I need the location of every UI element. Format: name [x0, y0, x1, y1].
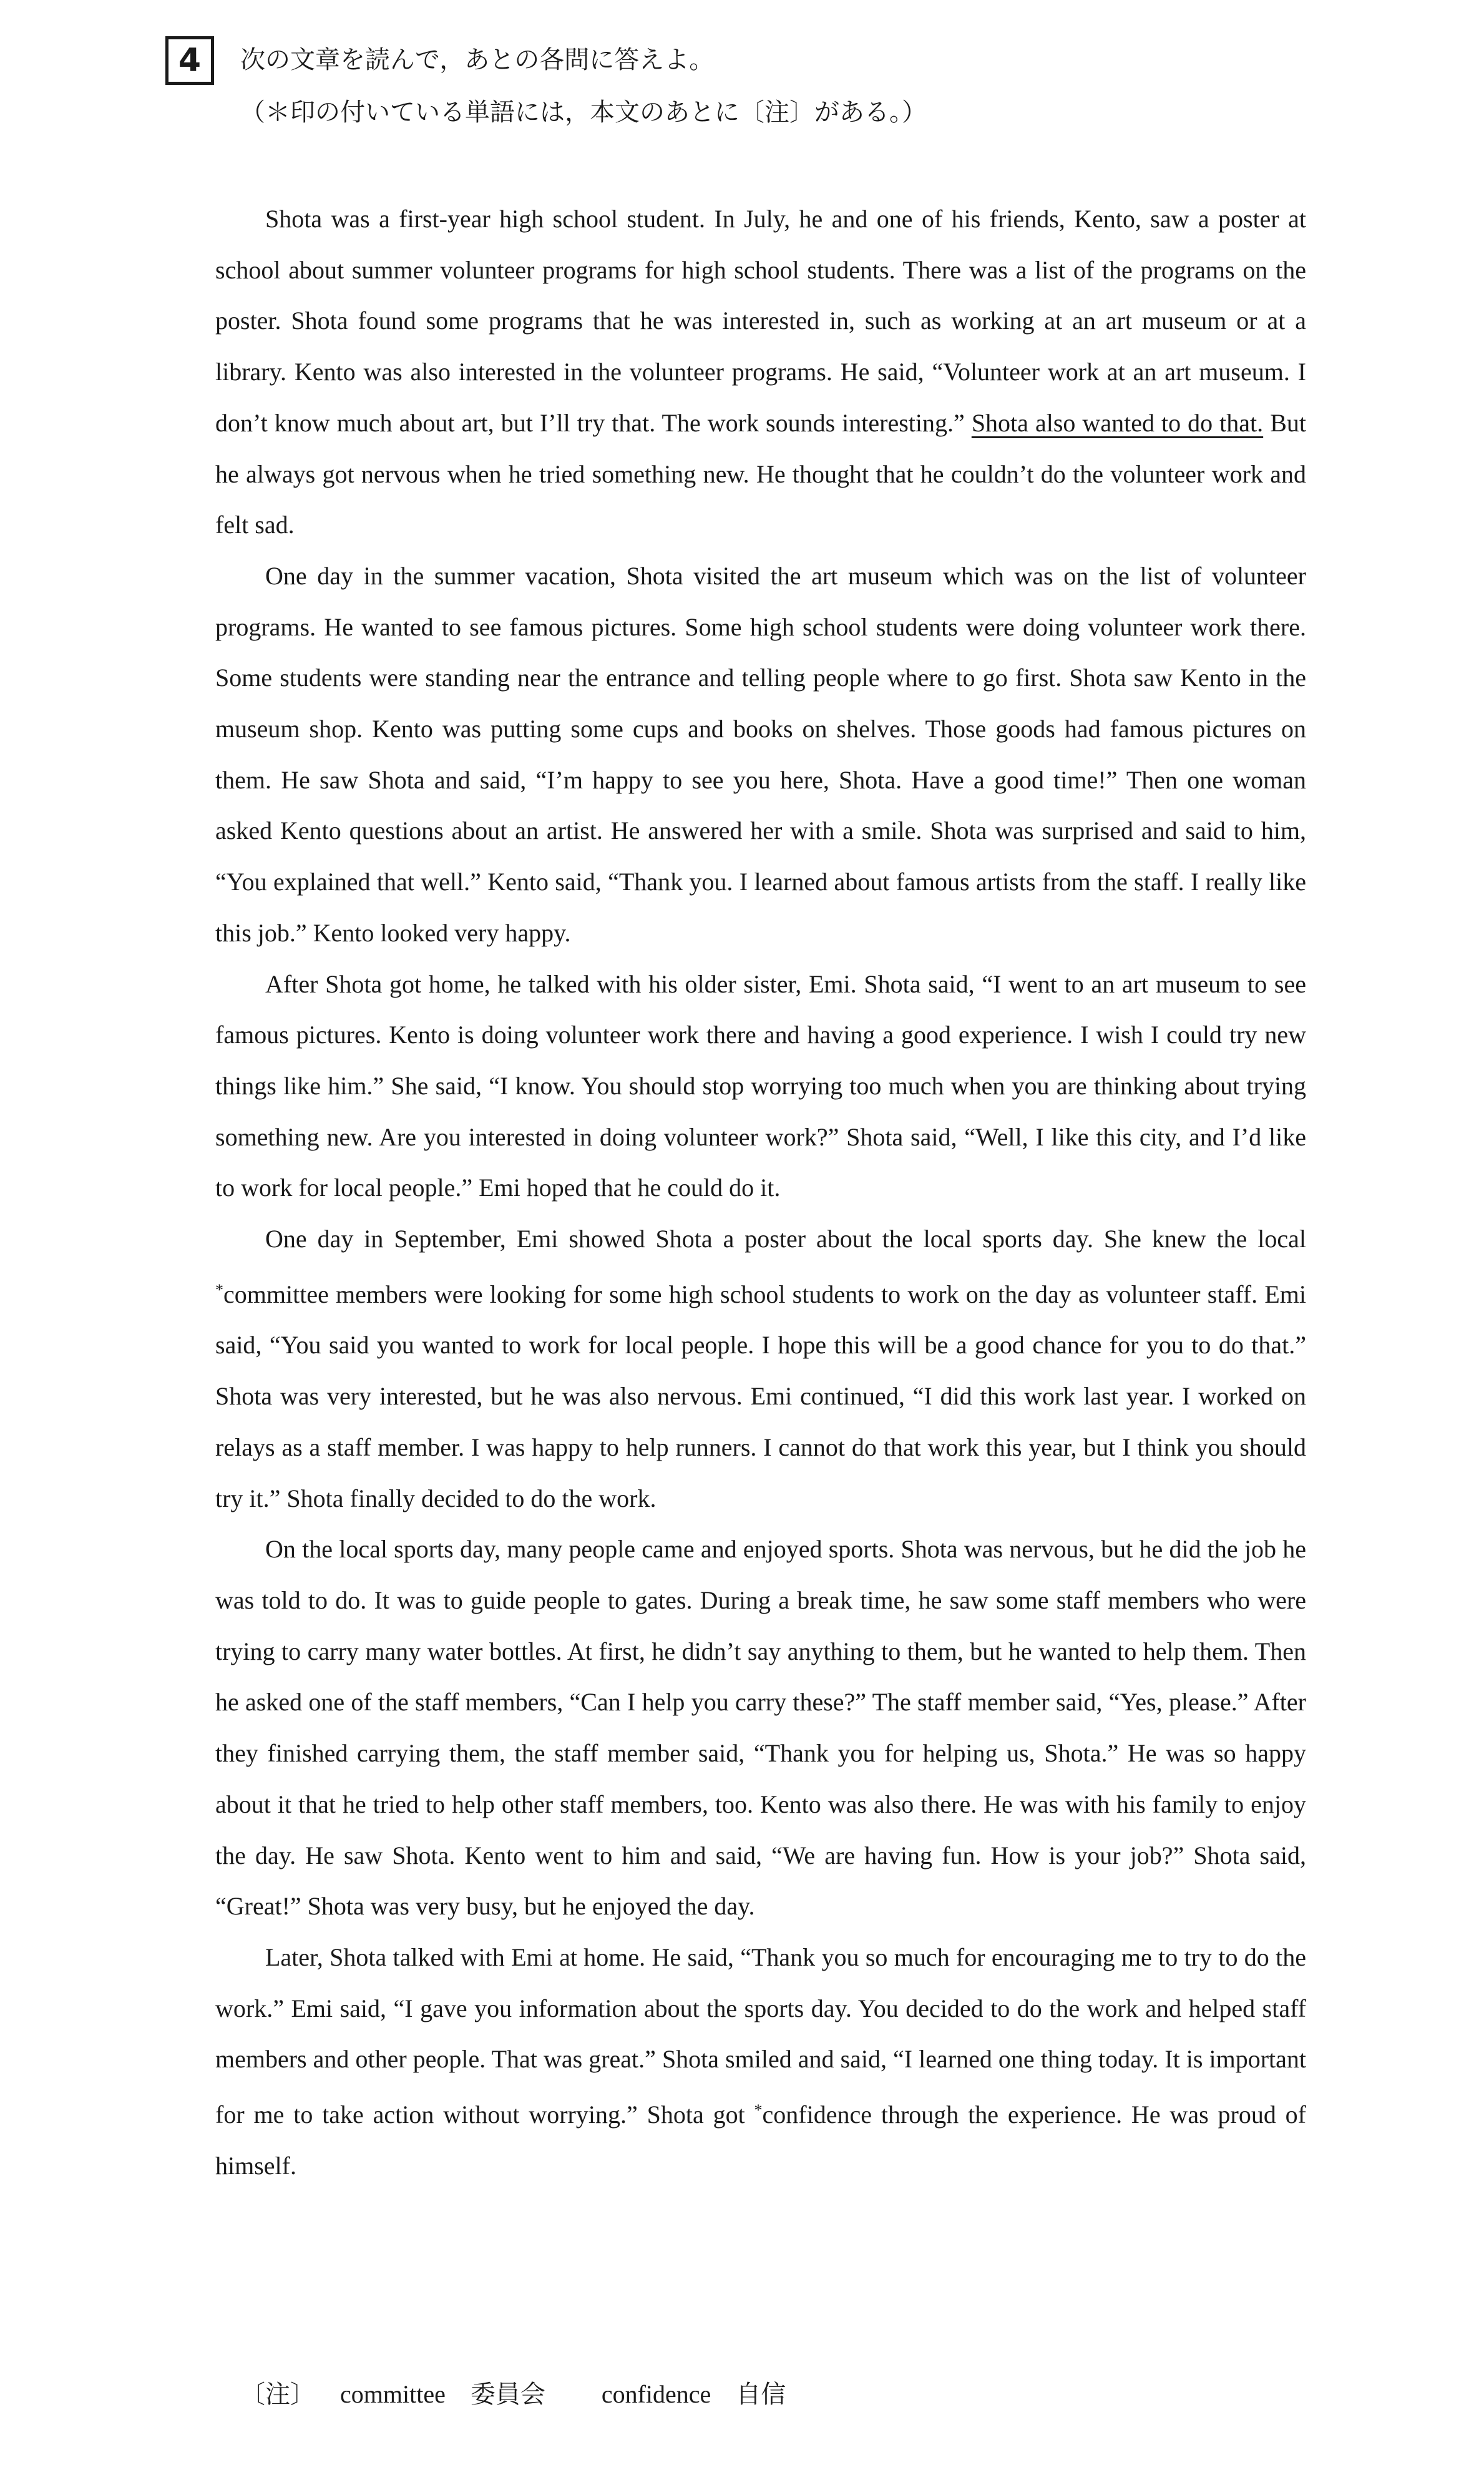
paragraph-4-text-b: committee members were looking for some high school students to work on the day as volunteer staff. Emi said, “You said you wanted to work for local people. I hope this will be a good chance for you to do that.” Shota was very interested, but he was also nervous. Emi continued, “I did this work last year. I worked on relays as a staff member. I was happy to help runners. I cannot do that work this year, but I think you should try it.” Shota finally decided to do the work. [215, 1280, 1306, 1512]
paragraph-6-text-a: Later, Shota talked with Emi at home. He said, “Thank you so much for encouraging me to try to do the work.” Emi said, “I gave you information about the sports day. You decided to do the work and helped staff members and other people. That was great.” Shota smiled and said, “I learned one thing today. It is important for me to take action without worrying.” Shota got [215, 1943, 1306, 2129]
vocabulary-notes [240, 2377, 836, 2412]
paragraph-4-text-a: One day in September, Emi showed Shota a poster about the local sports day. She knew the local [265, 1225, 1306, 1253]
note-gloss: 自信 [736, 2380, 786, 2408]
reading-passage [215, 194, 1306, 2191]
paragraph-1-text-a: Shota was a first-year high school student. In July, he and one of his friends, Kento, saw a poster at school about summer volunteer programs for high school students. There was a list of the programs on the poster. Shota found some programs that he was interested in, such as working at an art museum or at a library. Kento was also interested in the volunteer programs. He said, “Volunteer work at an art museum. I don’t know much about art, but I’ll try that. The work sounds interesting.” [215, 205, 1306, 437]
underlined-sentence: Shota also wanted to do that. [971, 408, 1264, 437]
asterisk-marker: * [754, 2101, 763, 2120]
question-number-box: 4 [165, 36, 214, 85]
note-term: committee [340, 2380, 446, 2408]
paragraph-1-text-b: But he always got nervous when he tried something new. He thought that he couldn’t do the volunteer work and felt sad. [215, 408, 1306, 539]
paragraph-4 [215, 1213, 1306, 1524]
asterisk-marker: * [215, 1280, 223, 1299]
paragraph-2: One day in the summer vacation, Shota visited the art museum which was on the list of volunteer programs. He wanted to see famous pictures. Some high school students were doing volunteer work there. Some students were standing near the entrance and telling people where to go first. Shota saw Kento in the museum shop. Kento was putting some cups and books on shelves. Those goods had famous pictures on them. He saw Shota and said, “I’m happy to see you here, Shota. Have a good time!” Then one woman asked Kento questions about an artist. He answered her with a smile. Shota was surprised and said to him, “You explained that well.” Kento said, “Thank you. I learned about famous artists from the staff. I really like this job.” Kento looked very happy. [215, 561, 1306, 947]
note-gloss: 委員会 [470, 2380, 545, 2408]
note-term: confidence [601, 2380, 711, 2408]
paragraph-6 [215, 1932, 1306, 2192]
asterisk-note-instruction: （＊印の付いている単語には，本文のあとに〔注〕がある。） [240, 98, 927, 127]
paragraph-5: On the local sports day, many people came and enjoyed sports. Shota was nervous, but he did the job he was told to do. It was to guide people to gates. During a break time, he saw some staff members who were trying to carry many water bottles. At first, he didn’t say anything to them, but he wanted to help them. Then he asked one of the staff members, “Can I help you carry these?” The staff member said, “Yes, please.” After they finished carrying them, the staff member said, “Thank you for helping us, Shota.” He was so happy about it that he tried to help other staff members, too. Kento was also there. He was with his family to enjoy the day. He saw Shota. Kento went to him and said, “We are having fun. How is your job?” Shota said, “Great!” Shota was very busy, but he enjoyed the day. [215, 1535, 1306, 1921]
paragraph-6-text-b: confidence through the experience. He was proud of himself. [215, 2100, 1306, 2180]
question-instruction: 次の文章を読んで，あとの各問に答えよ。 [240, 46, 715, 74]
paragraph-3: After Shota got home, he talked with his older sister, Emi. Shota said, “I went to an art museum to see famous pictures. Kento is doing volunteer work there and having a good experience. I wish I could try new things like him.” She said, “I know. You should stop worrying too much when you are thinking about trying something new. Are you interested in doing volunteer work?” Shota said, “Well, I like this city, and I’d like to work for local people.” Emi hoped that he could do it. [215, 969, 1306, 1202]
notes-label: 〔注〕 [240, 2380, 315, 2408]
paragraph-1 [215, 194, 1306, 551]
